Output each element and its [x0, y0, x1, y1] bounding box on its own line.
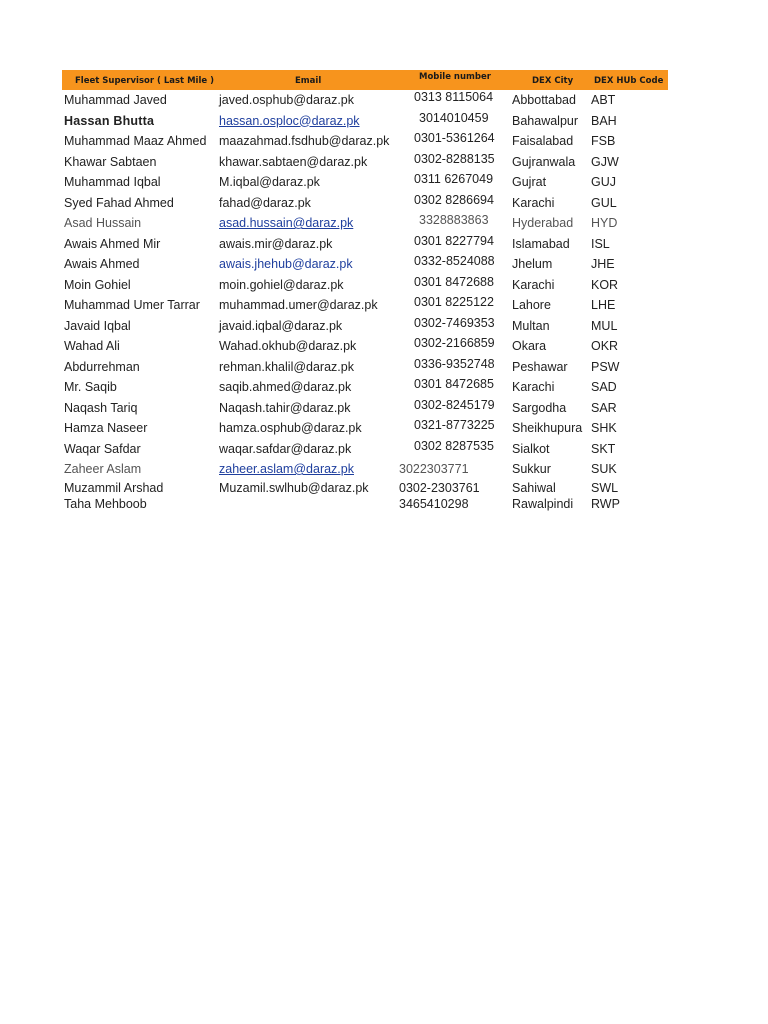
table-row — [62, 234, 668, 255]
mobile-cell: 3465410298 — [399, 497, 469, 511]
table-row — [62, 459, 668, 480]
email-link[interactable]: awais.jhehub@daraz.pk — [219, 257, 353, 271]
table-row — [62, 172, 668, 193]
table-row — [62, 418, 668, 439]
supervisor-name: Moin Gohiel — [64, 277, 131, 292]
table-row — [62, 377, 668, 398]
table-row — [62, 152, 668, 173]
city-cell: Sheikhupura — [512, 421, 583, 435]
supervisor-name: Awais Ahmed — [64, 257, 140, 271]
mobile-cell: 0336-9352748 — [414, 356, 495, 371]
hub-code-cell: OKR — [591, 339, 619, 353]
header-mobile: Mobile number — [419, 72, 491, 82]
city-cell: Sukkur — [512, 462, 551, 476]
hub-code-cell: KOR — [591, 277, 619, 292]
table-row — [62, 254, 668, 275]
mobile-cell: 0301 8227794 — [414, 233, 494, 248]
hub-code-cell: JHE — [591, 257, 615, 271]
mobile-cell: 0301 8472688 — [414, 274, 494, 289]
email-cell: Muzamil.swlhub@daraz.pk — [219, 480, 369, 495]
email-cell: Wahad.okhub@daraz.pk — [219, 339, 357, 353]
table-row — [62, 90, 668, 111]
city-cell: Karachi — [512, 195, 555, 210]
hub-code-cell: LHE — [591, 298, 616, 312]
header-dex-hub-code: DEX HUb Code — [594, 76, 664, 86]
table-row — [62, 357, 668, 378]
mobile-cell: 3022303771 — [399, 462, 469, 476]
email-cell: M.iqbal@daraz.pk — [219, 175, 320, 189]
supervisor-name: Awais Ahmed Mir — [64, 236, 161, 251]
table-header — [62, 70, 668, 90]
supervisor-name: Javaid Iqbal — [64, 318, 131, 333]
mobile-cell: 3328883863 — [419, 213, 489, 227]
table-row — [62, 193, 668, 214]
supervisor-name: Muhammad Maaz Ahmed — [64, 134, 207, 148]
hub-code-cell: SAR — [591, 400, 617, 415]
hub-code-cell: ABT — [591, 93, 616, 107]
header-supervisor: Fleet Supervisor ( Last Mile ) — [75, 76, 214, 86]
supervisor-name: Waqar Safdar — [64, 441, 141, 456]
table-row — [62, 480, 668, 497]
hub-code-cell: ISL — [591, 236, 610, 251]
table-row — [62, 111, 668, 132]
city-cell: Multan — [512, 318, 550, 333]
hub-code-cell: GUJ — [591, 175, 616, 189]
mobile-cell: 0302 8287535 — [414, 438, 494, 453]
email-link[interactable]: asad.hussain@daraz.pk — [219, 216, 354, 230]
supervisor-name: Zaheer Aslam — [64, 462, 142, 476]
city-cell: Abbottabad — [512, 93, 576, 107]
mobile-cell: 0302-2303761 — [399, 480, 480, 495]
contact-table — [62, 70, 668, 513]
city-cell: Karachi — [512, 380, 555, 394]
email-cell: fahad@daraz.pk — [219, 195, 311, 210]
mobile-cell: 0302-8288135 — [414, 151, 495, 166]
city-cell: Karachi — [512, 277, 555, 292]
table-row — [62, 336, 668, 357]
supervisor-name: Muhammad Umer Tarrar — [64, 298, 200, 312]
mobile-cell: 0321-8773225 — [414, 418, 495, 432]
email-cell: moin.gohiel@daraz.pk — [219, 277, 344, 292]
mobile-cell: 3014010459 — [419, 110, 489, 125]
email-cell: javaid.iqbal@daraz.pk — [219, 318, 343, 333]
table-row — [62, 131, 668, 152]
hub-code-cell: SKT — [591, 441, 616, 456]
email-cell: awais.mir@daraz.pk — [219, 236, 333, 251]
table-row — [62, 213, 668, 234]
table-row — [62, 439, 668, 460]
supervisor-name: Syed Fahad Ahmed — [64, 195, 174, 210]
supervisor-name: Naqash Tariq — [64, 400, 138, 415]
hub-code-cell: HYD — [591, 216, 618, 230]
table-row — [62, 275, 668, 296]
city-cell: Lahore — [512, 298, 551, 312]
email-cell: javed.osphub@daraz.pk — [219, 93, 354, 107]
mobile-cell: 0301 8225122 — [414, 295, 494, 309]
hub-code-cell: BAH — [591, 113, 617, 128]
city-cell: Hyderabad — [512, 216, 574, 230]
email-cell: Naqash.tahir@daraz.pk — [219, 400, 351, 415]
email-cell: khawar.sabtaen@daraz.pk — [219, 154, 368, 169]
hub-code-cell: SWL — [591, 480, 619, 495]
city-cell: Sialkot — [512, 441, 550, 456]
city-cell: Okara — [512, 339, 547, 353]
hub-code-cell: GUL — [591, 195, 617, 210]
city-cell: Bahawalpur — [512, 113, 579, 128]
supervisor-name: Wahad Ali — [64, 339, 120, 353]
email-cell: muhammad.umer@daraz.pk — [219, 298, 378, 312]
hub-code-cell: SUK — [591, 462, 617, 476]
table-row — [62, 496, 668, 513]
mobile-cell: 0302-7469353 — [414, 315, 495, 330]
mobile-cell: 0332-8524088 — [414, 254, 495, 268]
email-link[interactable]: hassan.osploc@daraz.pk — [219, 113, 360, 128]
city-cell: Rawalpindi — [512, 497, 574, 511]
city-cell: Islamabad — [512, 236, 570, 251]
supervisor-name: Hamza Naseer — [64, 421, 148, 435]
city-cell: Sahiwal — [512, 480, 556, 495]
supervisor-name: Muhammad Iqbal — [64, 175, 161, 189]
supervisor-name: Muzammil Arshad — [64, 480, 164, 495]
mobile-cell: 0302 8286694 — [414, 192, 494, 207]
supervisor-name: Khawar Sabtaen — [64, 154, 157, 169]
hub-code-cell: PSW — [591, 359, 620, 374]
city-cell: Jhelum — [512, 257, 553, 271]
hub-code-cell: MUL — [591, 318, 618, 333]
city-cell: Faisalabad — [512, 134, 574, 148]
city-cell: Peshawar — [512, 359, 568, 374]
mobile-cell: 0313 8115064 — [414, 90, 494, 104]
mobile-cell: 0302-2166859 — [414, 336, 495, 350]
email-link[interactable]: zaheer.aslam@daraz.pk — [219, 462, 354, 476]
email-cell: saqib.ahmed@daraz.pk — [219, 380, 352, 394]
hub-code-cell: SAD — [591, 380, 617, 394]
mobile-cell: 0311 6267049 — [414, 172, 494, 186]
hub-code-cell: FSB — [591, 134, 616, 148]
header-email: Email — [295, 76, 322, 86]
mobile-cell: 0301 8472685 — [414, 377, 494, 391]
hub-code-cell: RWP — [591, 497, 620, 511]
city-cell: Sargodha — [512, 400, 567, 415]
supervisor-name: Abdurrehman — [64, 359, 140, 374]
email-cell: rehman.khalil@daraz.pk — [219, 359, 354, 374]
table-row — [62, 398, 668, 419]
mobile-cell: 0301-5361264 — [414, 131, 495, 145]
email-cell: waqar.safdar@daraz.pk — [219, 441, 352, 456]
email-cell: hamza.osphub@daraz.pk — [219, 421, 362, 435]
supervisor-name: Muhammad Javed — [64, 93, 167, 107]
city-cell: Gujrat — [512, 175, 547, 189]
supervisor-name: Hassan Bhutta — [64, 113, 155, 128]
supervisor-name: Taha Mehboob — [64, 497, 147, 511]
mobile-cell: 0302-8245179 — [414, 397, 495, 412]
table-row — [62, 295, 668, 316]
table-row — [62, 316, 668, 337]
header-dex-city: DEX City — [532, 76, 574, 86]
hub-code-cell: GJW — [591, 154, 619, 169]
supervisor-name: Asad Hussain — [64, 216, 142, 230]
supervisor-name: Mr. Saqib — [64, 380, 117, 394]
hub-code-cell: SHK — [591, 421, 617, 435]
city-cell: Gujranwala — [512, 154, 576, 169]
email-cell: maazahmad.fsdhub@daraz.pk — [219, 134, 390, 148]
